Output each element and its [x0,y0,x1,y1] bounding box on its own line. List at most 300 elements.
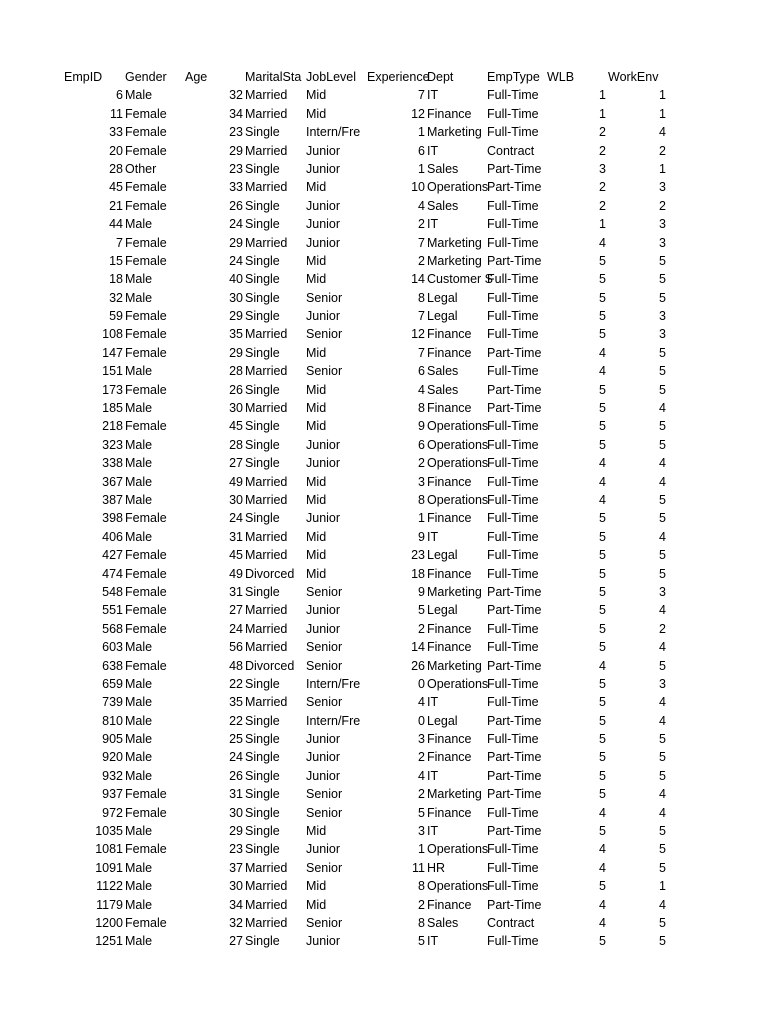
cell-wlb[interactable]: 3 [599,161,606,176]
cell-wlb[interactable]: 4 [599,842,606,857]
cell-wlb[interactable]: 4 [599,456,606,471]
cell-joblevel[interactable]: Intern/Fre [306,125,361,140]
cell-dept[interactable]: Finance [427,474,472,489]
cell-experience[interactable]: 4 [418,198,425,213]
cell-empid[interactable]: 932 [102,768,123,783]
cell-empid[interactable]: 6 [116,88,123,103]
cell-gender[interactable]: Male [125,640,153,655]
cell-emptype[interactable]: Part-Time [487,787,542,802]
cell-experience[interactable]: 8 [418,879,425,894]
cell-gender[interactable]: Female [125,125,167,140]
cell-empid[interactable]: 1179 [96,897,123,912]
cell-dept[interactable]: Finance [427,327,472,342]
cell-joblevel[interactable]: Junior [306,309,341,324]
cell-joblevel[interactable]: Intern/Fre [306,713,361,728]
cell-experience[interactable]: 8 [418,290,425,305]
cell-experience[interactable]: 2 [418,253,425,268]
cell-empid[interactable]: 398 [102,511,123,526]
cell-age[interactable]: 26 [229,198,243,213]
cell-workenv[interactable]: 4 [659,474,666,489]
cell-workenv[interactable]: 3 [659,235,666,250]
cell-empid[interactable]: 147 [102,345,123,360]
cell-experience[interactable]: 7 [418,345,425,360]
cell-empid[interactable]: 1035 [95,824,123,839]
cell-gender[interactable]: Male [125,401,153,416]
cell-workenv[interactable]: 3 [659,180,666,195]
cell-age[interactable]: 27 [229,934,243,949]
cell-dept[interactable]: Legal [427,603,458,618]
cell-workenv[interactable]: 4 [659,640,666,655]
cell-emptype[interactable]: Part-Time [487,658,542,673]
cell-gender[interactable]: Male [125,676,153,691]
cell-marital[interactable]: Married [245,529,288,544]
cell-empid[interactable]: 387 [102,492,123,507]
cell-wlb[interactable]: 5 [599,309,606,324]
cell-experience[interactable]: 3 [418,474,425,489]
cell-marital[interactable]: Married [245,492,288,507]
cell-wlb[interactable]: 2 [599,198,606,213]
cell-wlb[interactable]: 5 [599,419,606,434]
cell-workenv[interactable]: 5 [659,750,666,765]
cell-emptype[interactable]: Full-Time [487,529,539,544]
cell-age[interactable]: 27 [229,603,243,618]
cell-gender[interactable]: Female [125,566,167,581]
cell-age[interactable]: 45 [229,419,243,434]
cell-empid[interactable]: 45 [109,180,123,195]
cell-marital[interactable]: Single [245,750,280,765]
cell-age[interactable]: 30 [229,401,243,416]
cell-wlb[interactable]: 5 [599,584,606,599]
cell-experience[interactable]: 12 [411,106,425,121]
cell-workenv[interactable]: 4 [659,805,666,820]
cell-marital[interactable]: Married [245,603,288,618]
cell-emptype[interactable]: Full-Time [487,437,539,452]
cell-emptype[interactable]: Full-Time [487,492,539,507]
cell-dept[interactable]: Sales [427,161,459,176]
cell-experience[interactable]: 14 [411,640,425,655]
cell-dept[interactable]: Legal [427,713,458,728]
cell-marital[interactable]: Single [245,676,280,691]
cell-emptype[interactable]: Full-Time [487,511,539,526]
cell-emptype[interactable]: Full-Time [487,327,539,342]
cell-empid[interactable]: 173 [102,382,123,397]
cell-dept[interactable]: HR [427,860,446,875]
cell-empid[interactable]: 427 [102,548,123,563]
cell-gender[interactable]: Male [125,290,153,305]
cell-age[interactable]: 29 [229,824,243,839]
cell-marital[interactable]: Married [245,621,288,636]
cell-gender[interactable]: Female [125,787,167,802]
cell-joblevel[interactable]: Senior [306,658,343,673]
cell-emptype[interactable]: Full-Time [487,125,539,140]
cell-wlb[interactable]: 4 [599,364,606,379]
cell-experience[interactable]: 1 [418,511,425,526]
cell-experience[interactable]: 4 [418,768,425,783]
cell-marital[interactable]: Single [245,290,280,305]
cell-empid[interactable]: 1091 [95,860,123,875]
cell-experience[interactable]: 3 [418,732,425,747]
cell-joblevel[interactable]: Senior [306,327,343,342]
cell-experience[interactable]: 8 [418,915,425,930]
cell-dept[interactable]: IT [427,529,439,544]
cell-workenv[interactable]: 5 [659,824,666,839]
cell-joblevel[interactable]: Mid [306,879,327,894]
cell-workenv[interactable]: 5 [659,345,666,360]
cell-empid[interactable]: 1122 [96,879,123,894]
cell-marital[interactable]: Single [245,272,280,287]
cell-gender[interactable]: Male [125,272,153,287]
cell-emptype[interactable]: Part-Time [487,824,542,839]
cell-workenv[interactable]: 4 [659,713,666,728]
cell-joblevel[interactable]: Mid [306,88,327,103]
cell-age[interactable]: 23 [229,125,243,140]
cell-wlb[interactable]: 5 [599,548,606,563]
cell-marital[interactable]: Single [245,217,280,232]
cell-gender[interactable]: Female [125,915,167,930]
cell-joblevel[interactable]: Junior [306,217,341,232]
cell-experience[interactable]: 3 [418,824,425,839]
cell-experience[interactable]: 6 [418,143,425,158]
cell-gender[interactable]: Female [125,309,167,324]
cell-emptype[interactable]: Full-Time [487,934,539,949]
cell-joblevel[interactable]: Senior [306,860,343,875]
cell-empid[interactable]: 474 [102,566,123,581]
cell-joblevel[interactable]: Junior [306,143,341,158]
cell-emptype[interactable]: Part-Time [487,180,542,195]
cell-empid[interactable]: 603 [102,640,123,655]
cell-wlb[interactable]: 2 [599,125,606,140]
cell-emptype[interactable]: Part-Time [487,713,542,728]
cell-dept[interactable]: Finance [427,640,472,655]
cell-age[interactable]: 34 [229,897,243,912]
cell-gender[interactable]: Male [125,492,153,507]
cell-age[interactable]: 30 [229,879,243,894]
cell-dept[interactable]: Marketing [427,584,482,599]
cell-emptype[interactable]: Full-Time [487,106,539,121]
cell-empid[interactable]: 11 [110,106,123,121]
cell-emptype[interactable]: Contract [487,915,535,930]
cell-joblevel[interactable]: Senior [306,584,343,599]
cell-joblevel[interactable]: Mid [306,419,327,434]
cell-marital[interactable]: Single [245,787,280,802]
cell-marital[interactable]: Single [245,198,280,213]
cell-empid[interactable]: 548 [102,584,123,599]
cell-gender[interactable]: Male [125,474,153,489]
cell-age[interactable]: 22 [229,676,243,691]
cell-joblevel[interactable]: Intern/Fre [306,676,361,691]
cell-marital[interactable]: Married [245,897,288,912]
cell-empid[interactable]: 151 [102,364,123,379]
cell-gender[interactable]: Female [125,327,167,342]
cell-workenv[interactable]: 5 [659,511,666,526]
cell-dept[interactable]: IT [427,934,439,949]
cell-gender[interactable]: Female [125,511,167,526]
cell-age[interactable]: 33 [229,180,243,195]
cell-dept[interactable]: Sales [427,915,459,930]
cell-experience[interactable]: 8 [418,492,425,507]
cell-workenv[interactable]: 5 [659,492,666,507]
cell-wlb[interactable]: 5 [599,768,606,783]
cell-workenv[interactable]: 1 [659,161,666,176]
cell-marital[interactable]: Divorced [245,658,295,673]
cell-joblevel[interactable]: Mid [306,272,327,287]
cell-empid[interactable]: 659 [102,676,123,691]
cell-age[interactable]: 26 [229,768,243,783]
cell-dept[interactable]: IT [427,824,439,839]
cell-emptype[interactable]: Full-Time [487,198,539,213]
cell-wlb[interactable]: 1 [599,88,606,103]
cell-joblevel[interactable]: Mid [306,566,327,581]
cell-gender[interactable]: Female [125,382,167,397]
cell-wlb[interactable]: 5 [599,272,606,287]
cell-joblevel[interactable]: Mid [306,180,327,195]
cell-age[interactable]: 32 [229,915,243,930]
cell-workenv[interactable]: 5 [659,842,666,857]
cell-marital[interactable]: Single [245,345,280,360]
cell-gender[interactable]: Male [125,860,153,875]
cell-dept[interactable]: Finance [427,345,472,360]
cell-empid[interactable]: 32 [109,290,123,305]
cell-workenv[interactable]: 3 [659,217,666,232]
cell-marital[interactable]: Married [245,695,288,710]
cell-empid[interactable]: 551 [102,603,123,618]
cell-workenv[interactable]: 3 [659,584,666,599]
cell-marital[interactable]: Single [245,805,280,820]
cell-emptype[interactable]: Full-Time [487,272,539,287]
cell-experience[interactable]: 23 [411,548,425,563]
cell-dept[interactable]: Finance [427,401,472,416]
cell-joblevel[interactable]: Senior [306,915,343,930]
cell-gender[interactable]: Male [125,364,153,379]
cell-gender[interactable]: Female [125,621,167,636]
cell-gender[interactable]: Male [125,750,153,765]
cell-joblevel[interactable]: Mid [306,897,327,912]
cell-marital[interactable]: Single [245,125,280,140]
cell-workenv[interactable]: 4 [659,529,666,544]
cell-workenv[interactable]: 4 [659,897,666,912]
cell-dept[interactable]: Finance [427,106,472,121]
cell-marital[interactable]: Married [245,235,288,250]
cell-dept[interactable]: Operations [427,842,489,857]
cell-emptype[interactable]: Part-Time [487,603,542,618]
cell-joblevel[interactable]: Junior [306,842,341,857]
cell-workenv[interactable]: 3 [659,309,666,324]
cell-dept[interactable]: Sales [427,198,459,213]
cell-age[interactable]: 49 [229,474,243,489]
cell-dept[interactable]: Operations [427,437,489,452]
cell-joblevel[interactable]: Junior [306,511,341,526]
cell-empid[interactable]: 1251 [95,934,123,949]
cell-age[interactable]: 31 [229,529,243,544]
cell-marital[interactable]: Single [245,768,280,783]
cell-experience[interactable]: 0 [418,676,425,691]
cell-gender[interactable]: Male [125,713,153,728]
cell-joblevel[interactable]: Senior [306,695,343,710]
cell-experience[interactable]: 14 [411,272,425,287]
cell-wlb[interactable]: 5 [599,290,606,305]
cell-workenv[interactable]: 2 [659,621,666,636]
cell-empid[interactable]: 568 [102,621,123,636]
cell-workenv[interactable]: 1 [659,106,666,121]
cell-experience[interactable]: 8 [418,401,425,416]
cell-marital[interactable]: Single [245,511,280,526]
cell-marital[interactable]: Single [245,713,280,728]
cell-dept[interactable]: Finance [427,621,472,636]
cell-emptype[interactable]: Full-Time [487,309,539,324]
cell-joblevel[interactable]: Junior [306,732,341,747]
cell-age[interactable]: 30 [229,492,243,507]
cell-marital[interactable]: Single [245,382,280,397]
cell-gender[interactable]: Female [125,658,167,673]
cell-workenv[interactable]: 5 [659,364,666,379]
cell-joblevel[interactable]: Mid [306,345,327,360]
cell-empid[interactable]: 972 [102,805,123,820]
cell-gender[interactable]: Male [125,217,153,232]
cell-experience[interactable]: 2 [418,750,425,765]
cell-age[interactable]: 26 [229,382,243,397]
cell-experience[interactable]: 4 [418,382,425,397]
cell-age[interactable]: 24 [229,217,243,232]
cell-empid[interactable]: 638 [102,658,123,673]
cell-joblevel[interactable]: Senior [306,290,343,305]
cell-workenv[interactable]: 5 [659,548,666,563]
cell-joblevel[interactable]: Mid [306,492,327,507]
cell-workenv[interactable]: 5 [659,290,666,305]
cell-age[interactable]: 49 [229,566,243,581]
cell-wlb[interactable]: 5 [599,732,606,747]
cell-wlb[interactable]: 4 [599,235,606,250]
cell-marital[interactable]: Divorced [245,566,295,581]
cell-workenv[interactable]: 4 [659,456,666,471]
cell-joblevel[interactable]: Junior [306,750,341,765]
cell-emptype[interactable]: Full-Time [487,860,539,875]
cell-empid[interactable]: 7 [116,235,123,250]
cell-dept[interactable]: Finance [427,511,472,526]
cell-age[interactable]: 48 [229,658,243,673]
cell-joblevel[interactable]: Junior [306,603,341,618]
cell-gender[interactable]: Female [125,180,167,195]
cell-age[interactable]: 40 [229,272,243,287]
cell-emptype[interactable]: Part-Time [487,401,542,416]
cell-empid[interactable]: 44 [109,217,123,232]
cell-wlb[interactable]: 5 [599,603,606,618]
cell-emptype[interactable]: Full-Time [487,842,539,857]
cell-age[interactable]: 23 [229,842,243,857]
cell-joblevel[interactable]: Junior [306,621,341,636]
cell-workenv[interactable]: 5 [659,915,666,930]
cell-dept[interactable]: Operations [427,492,489,507]
cell-marital[interactable]: Married [245,474,288,489]
cell-empid[interactable]: 218 [102,419,123,434]
cell-experience[interactable]: 2 [418,897,425,912]
cell-emptype[interactable]: Full-Time [487,474,539,489]
cell-marital[interactable]: Married [245,401,288,416]
cell-emptype[interactable]: Full-Time [487,290,539,305]
cell-marital[interactable]: Married [245,106,288,121]
cell-emptype[interactable]: Full-Time [487,88,539,103]
cell-experience[interactable]: 6 [418,364,425,379]
cell-experience[interactable]: 10 [411,180,425,195]
cell-dept[interactable]: Customer S [427,272,493,287]
cell-age[interactable]: 29 [229,309,243,324]
cell-experience[interactable]: 1 [418,842,425,857]
cell-emptype[interactable]: Full-Time [487,695,539,710]
cell-dept[interactable]: Operations [427,419,489,434]
cell-marital[interactable]: Single [245,437,280,452]
cell-empid[interactable]: 185 [102,401,123,416]
cell-age[interactable]: 24 [229,253,243,268]
cell-dept[interactable]: Legal [427,548,458,563]
cell-wlb[interactable]: 4 [599,492,606,507]
cell-age[interactable]: 30 [229,805,243,820]
cell-gender[interactable]: Female [125,419,167,434]
cell-joblevel[interactable]: Mid [306,548,327,563]
cell-workenv[interactable]: 4 [659,787,666,802]
cell-wlb[interactable]: 4 [599,860,606,875]
cell-emptype[interactable]: Part-Time [487,345,542,360]
cell-marital[interactable]: Married [245,640,288,655]
cell-emptype[interactable]: Part-Time [487,382,542,397]
cell-experience[interactable]: 5 [418,603,425,618]
cell-workenv[interactable]: 5 [659,382,666,397]
cell-dept[interactable]: Finance [427,732,472,747]
cell-gender[interactable]: Male [125,88,153,103]
cell-age[interactable]: 25 [229,732,243,747]
cell-age[interactable]: 29 [229,345,243,360]
cell-workenv[interactable]: 2 [659,143,666,158]
cell-joblevel[interactable]: Junior [306,768,341,783]
cell-marital[interactable]: Single [245,842,280,857]
cell-dept[interactable]: Operations [427,456,489,471]
cell-age[interactable]: 27 [229,456,243,471]
cell-wlb[interactable]: 5 [599,713,606,728]
cell-dept[interactable]: Marketing [427,125,482,140]
cell-empid[interactable]: 367 [102,474,123,489]
cell-dept[interactable]: Operations [427,180,489,195]
cell-workenv[interactable]: 3 [659,676,666,691]
cell-wlb[interactable]: 5 [599,529,606,544]
cell-experience[interactable]: 7 [418,235,425,250]
cell-gender[interactable]: Female [125,143,167,158]
cell-gender[interactable]: Female [125,603,167,618]
cell-empid[interactable]: 338 [102,456,123,471]
cell-gender[interactable]: Male [125,456,153,471]
cell-empid[interactable]: 1200 [95,915,123,930]
cell-experience[interactable]: 0 [418,713,425,728]
cell-marital[interactable]: Single [245,584,280,599]
cell-age[interactable]: 24 [229,621,243,636]
cell-joblevel[interactable]: Mid [306,474,327,489]
cell-age[interactable]: 28 [229,364,243,379]
cell-workenv[interactable]: 5 [659,934,666,949]
cell-dept[interactable]: IT [427,217,439,232]
cell-wlb[interactable]: 4 [599,658,606,673]
cell-experience[interactable]: 5 [418,934,425,949]
cell-wlb[interactable]: 5 [599,750,606,765]
cell-gender[interactable]: Female [125,198,167,213]
cell-age[interactable]: 34 [229,106,243,121]
cell-gender[interactable]: Male [125,824,153,839]
cell-age[interactable]: 29 [229,143,243,158]
cell-emptype[interactable]: Part-Time [487,750,542,765]
cell-wlb[interactable]: 4 [599,345,606,360]
cell-age[interactable]: 37 [229,860,243,875]
cell-emptype[interactable]: Part-Time [487,584,542,599]
cell-workenv[interactable]: 5 [659,732,666,747]
cell-gender[interactable]: Male [125,695,153,710]
cell-emptype[interactable]: Full-Time [487,566,539,581]
cell-emptype[interactable]: Part-Time [487,897,542,912]
